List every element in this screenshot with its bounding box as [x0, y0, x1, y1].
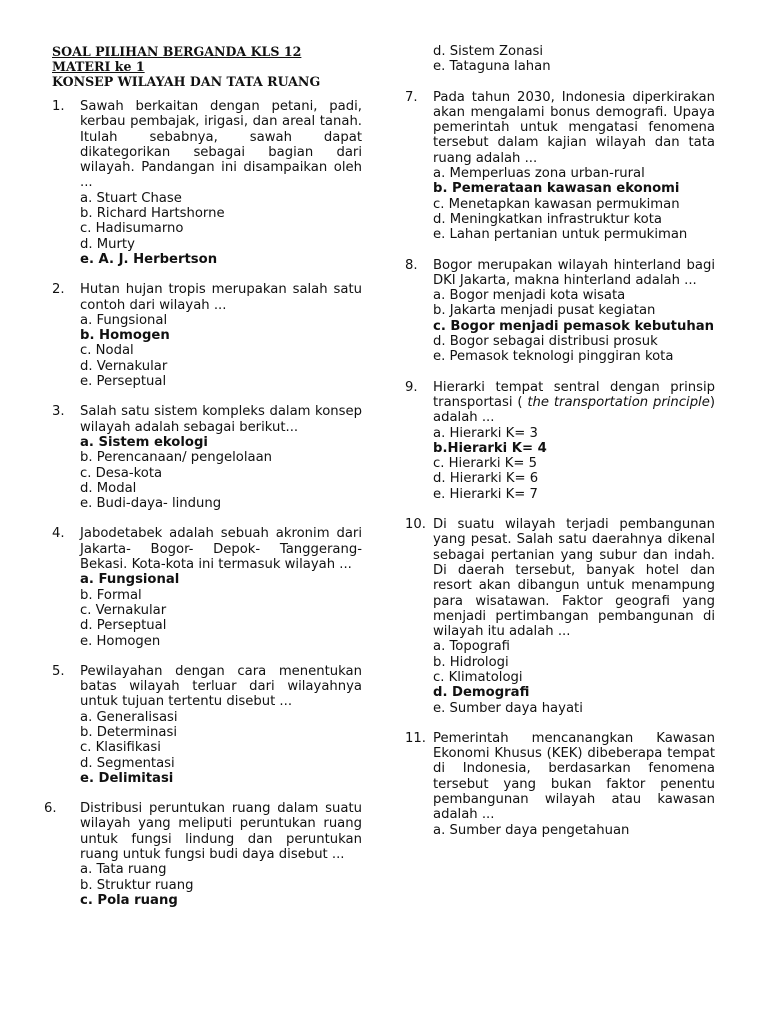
question-text: Bogor merupakan wilayah hinterland bagi DKI Jakarta, makna hinterland adalah ... [433, 257, 715, 288]
question-1 [52, 99, 362, 267]
right-column [405, 44, 715, 853]
option-a: a. Generalisasi [80, 709, 178, 725]
question-text: Salah satu sistem kompleks dalam konsep wilayah adalah sebagai berikut... [80, 404, 362, 435]
question-3 [52, 404, 362, 511]
option-e: e. Sumber daya hayati [433, 700, 583, 716]
option-a: a. Tata ruang [80, 862, 167, 878]
option-d: d. Vernakular [80, 358, 168, 374]
option-d: d. Meningkatkan infrastruktur kota [433, 211, 662, 227]
question-text: Hutan hujan tropis merupakan salah satu contoh dari wilayah ... [80, 282, 362, 313]
option-e: e. Hierarki K= 7 [433, 486, 538, 502]
question-number: 11. [405, 730, 426, 746]
option-a-answer: a. Sistem ekologi [80, 434, 208, 450]
option-c: c. Nodal [80, 343, 134, 359]
option-d: d. Sistem Zonasi [433, 44, 544, 59]
question-5 [52, 664, 362, 786]
question-text: Pada tahun 2030, Indonesia diperkirakan akan mengalami bonus demografi. Upaya pemerintah untuk mengatasi fenomena tersebut dalam kajian wilayah dan tata ruang adalah ... [433, 89, 715, 166]
question-text-end: ) adalah ... [433, 394, 715, 426]
question-text: Jabodetabek adalah sebuah akronim dari Jakarta- Bogor- Depok- Tanggerang- Bekasi. Kota-kota ini termasuk wilayah ... [80, 526, 362, 573]
question-number: 2. [52, 282, 65, 298]
option-c: c. Hierarki K= 5 [433, 456, 538, 472]
option-c: c. Vernakular [80, 602, 167, 618]
option-d: d. Murty [80, 236, 135, 252]
option-c: c. Klimatologi [433, 669, 523, 685]
question-number: 8. [405, 257, 418, 273]
question-number: 7. [405, 89, 418, 105]
option-b-answer: b. Pemerataan kawasan ekonomi [433, 181, 680, 197]
question-text: Pemerintah mencanangkan Kawasan Ekonomi Khusus (KEK) dibeberapa tempat di Indonesia, berdasarkan fenomena tersebut yang bukan faktor penentu pembangunan wilayah atau kawasan adalah ... [433, 730, 715, 823]
question-number: 10. [405, 517, 426, 533]
question-text-italic: the transportation principle [527, 394, 710, 410]
header-title: SOAL PILIHAN BERGANDA KLS 12 [52, 44, 302, 59]
option-b: b. Determinasi [80, 724, 177, 740]
question-number: 1. [52, 99, 65, 114]
option-d: d. Modal [80, 480, 137, 496]
question-text: Sawah berkaitan dengan petani, padi, kerbau pembajak, irigasi, dan areal tanah. Itulah sebabnya, sawah dapat dikategorikan sebagai bagian dari wilayah. Pandangan ini disampaikan oleh ... [80, 99, 362, 191]
option-b: b. Richard Hartshorne [80, 206, 225, 222]
option-b: b. Perencanaan/ pengelolaan [80, 450, 273, 466]
option-a: a. Sumber daya pengetahuan [433, 822, 630, 838]
left-column [44, 44, 362, 923]
worksheet-header [52, 44, 362, 89]
option-d: d. Bogor sebagai distribusi prosuk [433, 334, 658, 350]
option-c-answer: c. Pola ruang [80, 892, 178, 908]
option-d: d. Perseptual [80, 618, 167, 634]
question-7 [405, 90, 715, 243]
option-e: e. Pemasok teknologi pinggiran kota [433, 349, 674, 365]
header-topic: KONSEP WILAYAH DAN TATA RUANG [52, 74, 321, 89]
question-6-continued [433, 44, 715, 75]
option-d-answer: d. Demografi [433, 685, 530, 701]
option-c-answer: c. Bogor menjadi pemasok kebutuhan [433, 318, 715, 334]
header-materi: MATERI ke 1 [52, 59, 145, 74]
option-b: b. Struktur ruang [80, 877, 194, 893]
option-e: e. Perseptual [80, 374, 167, 390]
option-a-answer: a. Fungsional [80, 572, 180, 588]
question-8 [405, 258, 715, 365]
question-4 [52, 526, 362, 648]
option-a: a. Fungsional [80, 312, 168, 328]
question-6 [44, 801, 362, 908]
option-e: e. Tataguna lahan [433, 59, 551, 75]
option-e-answer: e. Delimitasi [80, 770, 174, 786]
question-number: 6. [44, 801, 57, 817]
option-e: e. Lahan pertanian untuk permukiman [433, 227, 688, 243]
question-text [433, 380, 715, 426]
option-c: c. Desa-kota [80, 465, 163, 481]
question-9 [405, 380, 715, 502]
option-a: a. Memperluas zona urban-rural [433, 166, 645, 182]
question-10 [405, 517, 715, 716]
option-b: b. Hidrologi [433, 654, 509, 670]
option-c: c. Menetapkan kawasan permukiman [433, 196, 680, 212]
question-11 [405, 731, 715, 838]
option-d: d. Segmentasi [80, 755, 175, 771]
question-number: 4. [52, 526, 65, 542]
question-text-start: Hierarki tempat sentral dengan prinsip transportasi ( [433, 379, 715, 410]
option-a: a. Topografi [433, 639, 510, 655]
option-b: b. Formal [80, 587, 142, 603]
option-e: e. Budi-daya- lindung [80, 496, 222, 512]
option-d: d. Hierarki K= 6 [433, 471, 539, 487]
option-b-answer: b. Homogen [80, 328, 170, 344]
option-a: a. Bogor menjadi kota wisata [433, 288, 626, 304]
question-text: Di suatu wilayah terjadi pembangunan yang pesat. Salah satu daerahnya dikenal sebagai pertanian yang subur dan indah. Di daerah tersebut, banyak hotel dan resort akan dibangun untuk menampung para wisatawan. Faktor geografi yang menjadi pertimbangan pembangunan di wilayah itu adalah ... [433, 517, 715, 640]
question-number: 9. [405, 379, 418, 395]
option-b: b. Jakarta menjadi pusat kegiatan [433, 303, 656, 319]
option-e-answer: e. A. J. Herbertson [80, 251, 218, 267]
option-e: e. Homogen [80, 633, 161, 649]
option-c: c. Klasifikasi [80, 740, 161, 756]
option-c: c. Hadisumarno [80, 221, 184, 237]
question-text: Distribusi peruntukan ruang dalam suatu wilayah yang meliputi peruntukan ruang untuk fungsi lindung dan peruntukan ruang untuk fungsi budi daya disebut ... [80, 801, 362, 863]
question-2 [52, 282, 362, 389]
question-text: Pewilayahan dengan cara menentukan batas wilayah terluar dari wilayahnya untuk tujuan tertentu disebut ... [80, 663, 362, 710]
question-number: 3. [52, 404, 65, 420]
option-b-answer: b.Hierarki K= 4 [433, 440, 547, 456]
option-a: a. Hierarki K= 3 [433, 425, 538, 441]
question-number: 5. [52, 663, 65, 679]
option-a: a. Stuart Chase [80, 190, 182, 206]
